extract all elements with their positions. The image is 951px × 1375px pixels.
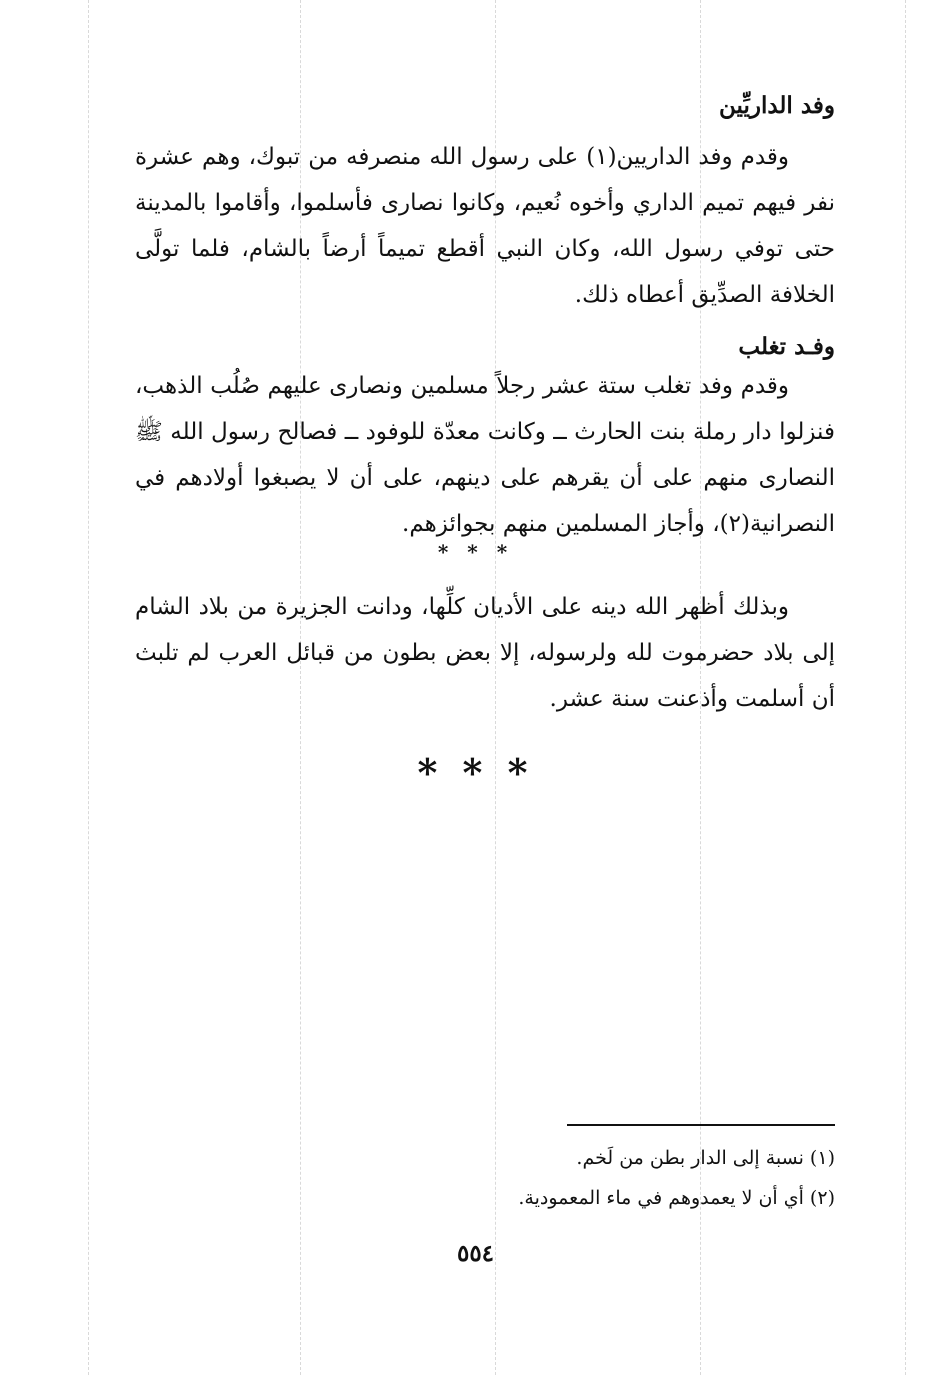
footnote-rule (567, 1124, 835, 1126)
page-number: ٥٥٤ (456, 1240, 495, 1267)
paragraph: وقدم وفد الداريين(١) على رسول الله منصرفه من تبوك، وهم عشرة نفر فيهم تميم الداري وأخوه نُعيم، وكانوا نصارى فأسلموا، وأقاموا بالمدينة حتى توفي رسول الله، وكان النبي أقطع تميماً أرضاً بالشام، فلما تولَّى الخلافة الصدِّيق أعطاه ذلك. (135, 144, 835, 308)
section-separator: * * * (437, 540, 514, 564)
footnotes (300, 1138, 835, 1218)
closing-text-block (135, 584, 835, 722)
footnote-2: (٢) أي أن لا يعمدوهم في ماء المعمودية. (518, 1187, 835, 1209)
footnote-1: (١) نسبة إلى الدار بطن من لَخم. (576, 1147, 835, 1169)
chapter-end-separator: * * * (417, 750, 534, 795)
paragraph: وبذلك أظهر الله دينه على الأديان كلِّها، ودانت الجزيرة من بلاد الشام إلى بلاد حضرموت لله ولرسوله، إلا بعض بطون من قبائل العرب لم تلبث أن أسلمت وأذعنت سنة عشر. (135, 594, 835, 712)
scan-guide-line (905, 0, 906, 1375)
section-heading-darayin: وفد الداريِّين (719, 92, 835, 119)
section-heading-taghlib: وفـد تغلب (738, 333, 835, 360)
scan-guide-line (88, 0, 89, 1375)
section-text-darayin (135, 134, 835, 318)
paragraph: وقدم وفد تغلب ستة عشر رجلاً مسلمين ونصارى عليهم صُلُب الذهب، فنزلوا دار رملة بنت الحارث ــ وكانت معدّة للوفود ــ فصالح رسول الله ﷺ النصارى منهم على أن يقرهم على دينهم، على أن لا يصبغوا أولادهم في النصرانية(٢)، وأجاز المسلمين منهم بجوائزهم. (135, 373, 835, 537)
section-text-taghlib (135, 363, 835, 547)
